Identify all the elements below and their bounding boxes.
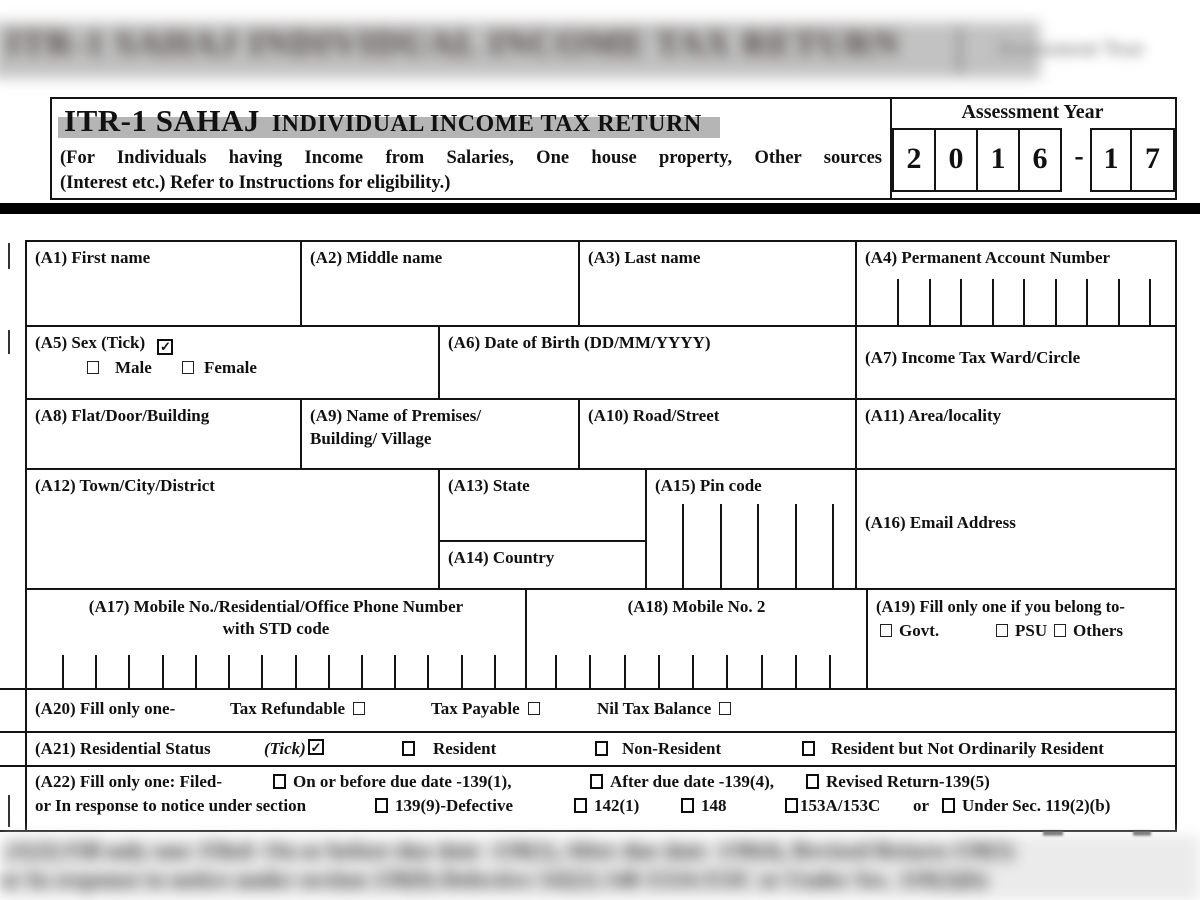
option-148-label: 148: [701, 796, 727, 815]
comb-tick: [832, 504, 834, 588]
field-cell-a1[interactable]: [25, 240, 300, 325]
option-139-4-label: After due date -139(4),: [610, 772, 774, 791]
comb-tick: [829, 655, 831, 688]
field-label-a9-line2: Building/ Village: [310, 429, 432, 448]
option-139-1-label: On or before due date -139(1),: [293, 772, 512, 791]
comb-tick: [195, 655, 197, 688]
row-a21: [25, 731, 1175, 765]
field-cell-a9[interactable]: [300, 398, 578, 468]
field-label-a17-line1: (A17) Mobile No./Residential/Office Phone Number: [88, 597, 464, 616]
field-cell-a17[interactable]: [25, 588, 525, 688]
page-edge-mark: [8, 330, 10, 354]
field-cell-a13[interactable]: [438, 468, 645, 540]
checkbox-148[interactable]: [681, 798, 694, 813]
a22-option-153[interactable]: [785, 796, 880, 816]
a22-option-139-9[interactable]: [375, 796, 513, 816]
field-cell-a3[interactable]: [578, 240, 855, 325]
page-edge-mark: [8, 795, 10, 827]
checkbox-139-4[interactable]: [590, 774, 603, 789]
others-option-label: Others: [1073, 621, 1124, 640]
a22-option-142-1[interactable]: [574, 796, 639, 816]
a22-option-119-2b[interactable]: [942, 796, 1110, 816]
field-label-a13: (A13) State: [448, 476, 530, 495]
a21-tick-note: (Tick): [264, 739, 306, 758]
comb-tick: [897, 279, 899, 325]
field-label-a21: (A21) Residential Status: [35, 739, 211, 758]
a19-option-psu[interactable]: [996, 621, 1047, 641]
a19-option-others[interactable]: [1054, 621, 1123, 641]
field-cell-a12[interactable]: [25, 468, 438, 588]
comb-tick: [427, 655, 429, 688]
field-label-a19: (A19) Fill only one if you belong to-: [876, 597, 1125, 616]
field-label-a8: (A8) Flat/Door/Building: [35, 406, 210, 425]
blurred-header-echo: [0, 22, 1040, 78]
field-cell-a16[interactable]: [855, 468, 1175, 588]
comb-tick: [624, 655, 626, 688]
sex-male-option[interactable]: [87, 358, 152, 378]
comb-tick: [726, 655, 728, 688]
field-cell-a2[interactable]: [300, 240, 578, 325]
page-edge-mark: [8, 243, 10, 269]
comb-tick: [261, 655, 263, 688]
checkbox-139-9[interactable]: [375, 798, 388, 813]
rnor-label: Resident but Not Ordinarily Resident: [831, 739, 1104, 758]
form-subtitle-line2: (Interest etc.) Refer to Instructions for eligibility.): [60, 173, 451, 193]
blurred-title-text: ITR-1 SAHAJ INDIVIDUAL INCOME TAX RETURN: [6, 23, 900, 63]
field-cell-a15[interactable]: [645, 468, 855, 588]
check-icon: ✓: [159, 339, 171, 354]
assessment-year-digit-box: 6: [1018, 128, 1062, 192]
grid-line: [0, 688, 27, 690]
section-divider-bar: [0, 203, 1200, 214]
comb-tick: [461, 655, 463, 688]
checkbox-tax-refundable[interactable]: [353, 702, 365, 715]
field-label-a2: (A2) Middle name: [310, 248, 443, 267]
sex-female-option[interactable]: [182, 358, 257, 378]
field-cell-a8[interactable]: [25, 398, 300, 468]
comb-tick: [795, 504, 797, 588]
a19-option-govt[interactable]: [880, 621, 939, 641]
check-icon: ✓: [310, 739, 322, 755]
comb-tick: [1118, 279, 1120, 325]
field-cell-a4[interactable]: [855, 240, 1175, 325]
comb-tick: [720, 504, 722, 588]
row-a20: [25, 688, 1175, 731]
title-highlight: [58, 103, 720, 138]
option-139-9-label: 139(9)-Defective: [395, 796, 513, 815]
field-label-a14: (A14) Country: [448, 548, 555, 567]
comb-tick: [295, 655, 297, 688]
checkbox-139-1[interactable]: [273, 774, 286, 789]
tax-refundable-label: Tax Refundable: [230, 699, 346, 718]
grid-line: [0, 731, 27, 733]
checkbox-142-1[interactable]: [574, 798, 587, 813]
a22-line2-label: or In response to notice under section: [35, 796, 307, 815]
comb-tick: [929, 279, 931, 325]
field-cell-a11[interactable]: [855, 398, 1175, 468]
comb-tick: [761, 655, 763, 688]
male-option-label: Male: [115, 358, 152, 377]
field-label-a15: (A15) Pin code: [655, 476, 762, 495]
checkbox-govt[interactable]: [880, 624, 892, 637]
female-option-label: Female: [204, 358, 257, 377]
assessment-year-digit-box: 2: [892, 128, 936, 192]
field-label-a17-line2: with STD code: [222, 619, 330, 638]
assessment-year-digit-box: 1: [1090, 128, 1132, 192]
form-subtitle-line1: (For Individuals having Income from Salaries, One house property, Other sources: [60, 148, 882, 168]
checkbox-nil-tax-balance[interactable]: [719, 702, 731, 715]
comb-tick: [555, 655, 557, 688]
a21-option-resident[interactable]: [402, 739, 496, 759]
comb-tick: [228, 655, 230, 688]
psu-option-label: PSU: [1015, 621, 1048, 640]
pan-comb-field[interactable]: [897, 279, 1151, 325]
blurred-corner-echo: [930, 24, 1198, 76]
assessment-year-digit-box: 1: [976, 128, 1020, 192]
checkbox-non-resident[interactable]: [595, 741, 608, 756]
comb-tick: [757, 504, 759, 588]
field-label-a12: (A12) Town/City/District: [35, 476, 215, 495]
a22-option-139-4[interactable]: [590, 772, 774, 792]
field-cell-a14[interactable]: [438, 540, 645, 588]
comb-tick: [394, 655, 396, 688]
comb-tick: [1023, 279, 1025, 325]
checkbox-119-2b[interactable]: [942, 798, 955, 813]
field-label-a18: (A18) Mobile No. 2: [627, 597, 766, 616]
field-cell-a10[interactable]: [578, 398, 855, 468]
comb-tick: [162, 655, 164, 688]
field-label-a1: (A1) First name: [35, 248, 151, 267]
field-label-a5: [35, 332, 173, 355]
comb-tick: [795, 655, 797, 688]
comb-tick: [494, 655, 496, 688]
field-cell-a19[interactable]: [866, 588, 1175, 688]
assessment-year-digit-box: 7: [1130, 128, 1175, 192]
phone1-comb-field[interactable]: [62, 655, 496, 688]
field-label-a11: (A11) Area/locality: [865, 406, 1002, 425]
checked-checkbox-icon[interactable]: [157, 339, 173, 355]
comb-tick: [1086, 279, 1088, 325]
field-cell-a6[interactable]: [438, 325, 855, 398]
comb-tick: [95, 655, 97, 688]
a20-option-tax-refundable[interactable]: [230, 699, 365, 719]
field-label-a7: (A7) Income Tax Ward/Circle: [865, 348, 1081, 367]
comb-tick: [682, 504, 684, 588]
field-label-a16: (A16) Email Address: [865, 513, 1016, 532]
checkbox-others[interactable]: [1054, 624, 1066, 637]
resident-label: Resident: [433, 739, 497, 758]
comb-tick: [361, 655, 363, 688]
tax-payable-label: Tax Payable: [431, 699, 520, 718]
option-119-2b-label: Under Sec. 119(2)(b): [962, 796, 1111, 815]
field-label-a22: (A22) Fill only one: Filed-: [35, 772, 222, 791]
comb-tick: [589, 655, 591, 688]
checked-checkbox-icon[interactable]: [308, 739, 324, 755]
field-cell-a5[interactable]: [25, 325, 438, 398]
blurred-corner-text: Assessment Year: [996, 36, 1146, 60]
field-label-a3: (A3) Last name: [588, 248, 701, 267]
a22-option-139-1[interactable]: [273, 772, 511, 792]
option-139-5-label: Revised Return-139(5): [826, 772, 990, 791]
field-cell-a7[interactable]: [855, 325, 1175, 398]
row-a22: [25, 765, 1175, 830]
a20-option-nil-tax-balance[interactable]: [597, 699, 731, 719]
field-label-a9-line1: (A9) Name of Premises/: [310, 406, 482, 425]
a22-connector-or: or: [913, 796, 930, 815]
checkbox-139-5[interactable]: [806, 774, 819, 789]
comb-tick: [328, 655, 330, 688]
blurred-footer-line2: or In response to notice under section 139(9)-Defective 142(1) 148 153A/153C or Under Sec. 119(2)(b): [0, 867, 988, 892]
phone2-comb-field[interactable]: [555, 655, 831, 688]
comb-tick: [992, 279, 994, 325]
assessment-year-label: Assessment Year: [961, 101, 1104, 123]
checkbox-female[interactable]: [182, 361, 194, 374]
field-label-a5-text: (A5) Sex (Tick): [35, 333, 146, 352]
checkbox-153[interactable]: [785, 798, 798, 813]
comb-tick: [128, 655, 130, 688]
comb-tick: [1149, 279, 1151, 325]
blurred-footer-line1: (A22) Fill only one: Filed- On or before due date -139(1), After due date -139(4), Revised Return-139(5): [6, 838, 1015, 863]
a22-option-148[interactable]: [681, 796, 727, 816]
govt-option-label: Govt.: [899, 621, 940, 640]
form-code: ITR-1 SAHAJ: [64, 103, 260, 138]
assessment-year-digit-box: 0: [934, 128, 978, 192]
field-label-a20: (A20) Fill only one-: [35, 699, 176, 718]
field-cell-a18[interactable]: [525, 588, 866, 688]
comb-tick: [692, 655, 694, 688]
a21-option-rnor[interactable]: [802, 739, 1104, 759]
nil-tax-balance-label: Nil Tax Balance: [597, 699, 712, 718]
comb-tick: [62, 655, 64, 688]
grid-line: [0, 830, 27, 832]
comb-tick: [960, 279, 962, 325]
field-label-a6: (A6) Date of Birth (DD/MM/YYYY): [448, 333, 711, 352]
form-title: INDIVIDUAL INCOME TAX RETURN: [271, 111, 702, 137]
checkbox-psu[interactable]: [996, 624, 1008, 637]
comb-tick: [1055, 279, 1057, 325]
assessment-year-dash: -: [1074, 141, 1084, 172]
form-title-line: [58, 103, 720, 139]
checkbox-resident[interactable]: [402, 741, 415, 756]
a20-option-tax-payable[interactable]: [431, 699, 540, 719]
option-153-label: 153A/153C: [800, 796, 881, 815]
grid-line: [0, 765, 27, 767]
blurred-footer-echo: [0, 836, 1200, 900]
pincode-comb-field[interactable]: [682, 504, 834, 588]
option-142-1-label: 142(1): [594, 796, 640, 815]
non-resident-label: Non-Resident: [622, 739, 722, 758]
a22-option-139-5[interactable]: [806, 772, 990, 792]
checkbox-rnor[interactable]: [802, 741, 815, 756]
a21-option-non-resident[interactable]: [595, 739, 721, 759]
field-label-a4: (A4) Permanent Account Number: [865, 248, 1111, 267]
comb-tick: [658, 655, 660, 688]
blurred-box-edge: [958, 28, 961, 72]
checkbox-male[interactable]: [87, 361, 99, 374]
field-label-a10: (A10) Road/Street: [588, 406, 720, 425]
checkbox-tax-payable[interactable]: [528, 702, 540, 715]
